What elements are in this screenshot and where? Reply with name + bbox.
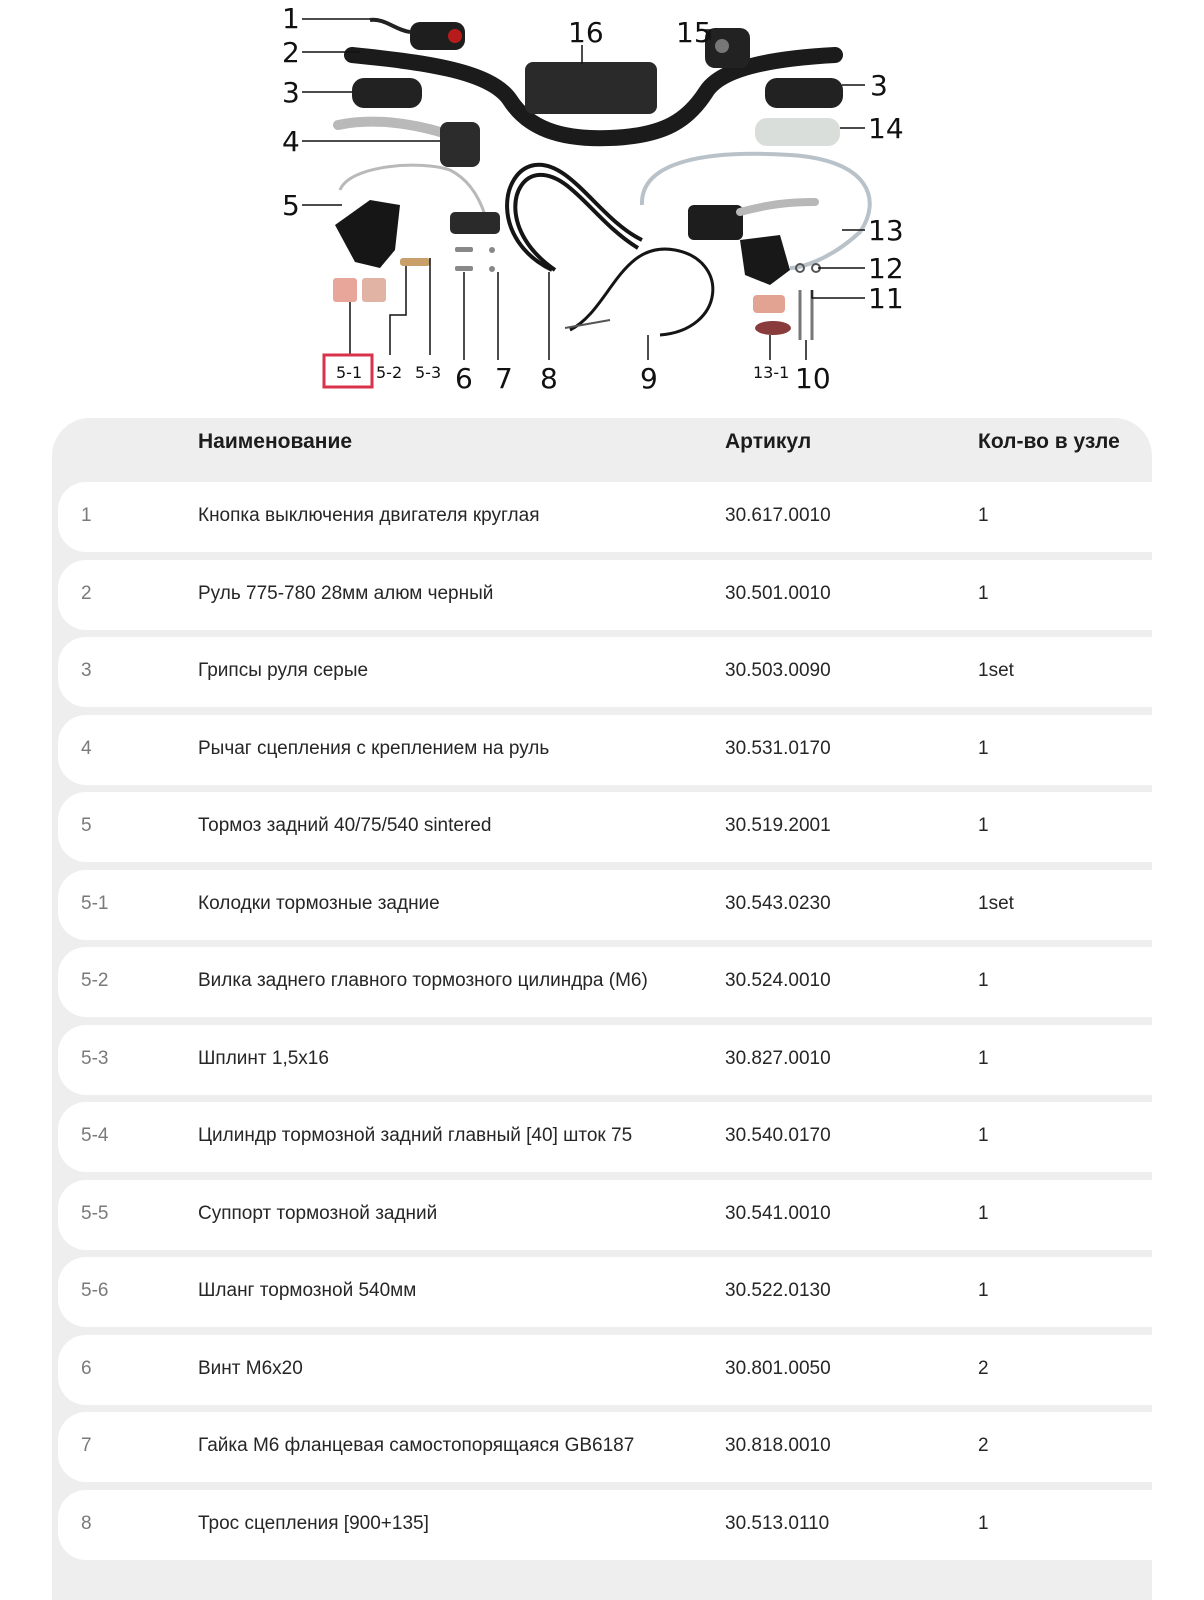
callout-14: 14 [868,112,904,145]
right-grip-illustration [765,78,843,108]
row-name: Вилка заднего главного тормозного цилиндра (М6) [198,970,648,991]
row-name: Трос сцепления [900+135] [198,1512,429,1534]
table-row[interactable] [58,1102,1152,1172]
callout-5-2: 5-2 [376,363,403,382]
table-row[interactable] [58,1412,1152,1482]
row-sku: 30.501.0010 [725,582,831,604]
row-sku: 30.522.0130 [725,1280,831,1301]
callout-7: 7 [495,362,513,395]
header-qty: Кол-во в узле [978,430,1120,453]
header-sku: Артикул [725,430,812,453]
callout-11: 11 [868,282,904,315]
callout-5-1: 5-1 [336,363,363,382]
row-qty: 1 [978,815,989,836]
row-sku: 30.540.0170 [725,1125,831,1146]
row-qty: 1 [978,1202,989,1224]
table-row[interactable] [58,870,1152,940]
callout-9: 9 [640,362,658,395]
row-qty: 1 [978,737,989,759]
row-number: 5-2 [81,970,109,991]
table-row[interactable] [58,792,1152,862]
crossbar-pad-illustration [525,62,657,114]
parts-table [52,418,1152,1600]
row-number: 5 [81,815,92,836]
callout-13: 13 [868,214,904,247]
callout-8: 8 [540,362,558,395]
callout-5: 5 [282,189,300,222]
callout-10: 10 [795,362,831,395]
callout-16: 16 [568,16,604,49]
callout-12: 12 [868,252,904,285]
row-name: Винт М6х20 [198,1357,303,1379]
row-number: 5-4 [81,1125,109,1146]
callout-3-left: 3 [282,76,300,109]
clutch-lever-illustration [338,122,480,167]
header-name: Наименование [198,430,353,453]
row-number: 4 [81,737,92,759]
row-qty: 1 [978,1125,989,1146]
row-number: 2 [81,582,92,604]
row-qty: 1 [978,1047,989,1069]
row-sku: 30.541.0010 [725,1202,831,1224]
callout-2: 2 [282,36,300,69]
row-qty: 1 [978,582,989,604]
row-number: 5-5 [81,1202,109,1224]
front-brake-illustration [642,154,870,285]
parts-diagram [270,0,930,405]
row-qty: 1 [978,505,989,526]
table-row[interactable] [58,482,1152,552]
row-name: Руль 775-780 28мм алюм черный [198,582,494,604]
row-number: 5-6 [81,1280,109,1301]
row-sku: 30.801.0050 [725,1357,831,1379]
row-name: Грипсы руля серые [198,660,369,681]
rear-brake-illustration [335,165,500,268]
row-qty: 1set [978,892,1014,914]
throttle-housing-illustration [705,28,750,68]
row-qty: 2 [978,1435,989,1456]
row-number: 3 [81,660,92,681]
callout-5-3: 5-3 [415,363,442,382]
table-row[interactable] [58,560,1152,630]
front-pads-illustration [753,290,812,340]
table-row[interactable] [58,1025,1152,1095]
row-sku: 30.503.0090 [725,660,831,681]
table-row[interactable] [58,1180,1152,1250]
row-number: 6 [81,1357,92,1379]
callout-4: 4 [282,125,300,158]
row-name: Рычаг сцепления с креплением на руль [198,737,550,759]
left-grip-illustration [352,78,422,108]
callout-3-right: 3 [870,69,888,102]
row-name: Шланг тормозной 540мм [198,1280,417,1301]
table-row[interactable] [58,1335,1152,1405]
row-name: Тормоз задний 40/75/540 sintered [198,815,492,836]
row-qty: 2 [978,1357,989,1379]
brake-pads-illustration [333,278,386,302]
row-number: 5-3 [81,1047,109,1069]
row-name: Суппорт тормозной задний [198,1202,438,1224]
kill-switch-illustration [370,20,465,50]
row-qty: 1 [978,970,989,991]
bolts-illustration [455,247,495,272]
table-row[interactable] [58,1490,1152,1560]
row-sku: 30.827.0010 [725,1047,831,1069]
row-name: Колодки тормозные задние [198,892,440,914]
row-sku: 30.513.0110 [725,1512,830,1534]
row-sku: 30.818.0010 [725,1435,831,1456]
callout-13-1: 13-1 [753,363,790,382]
callout-6: 6 [455,362,473,395]
row-number: 5-1 [81,892,109,914]
table-row[interactable] [58,637,1152,707]
grey-grip-illustration [755,118,840,146]
callout-15: 15 [676,16,712,49]
table-header [52,418,1152,482]
row-name: Кнопка выключения двигателя круглая [198,505,540,526]
row-sku: 30.531.0170 [725,737,831,759]
row-name: Шплинт 1,5х16 [198,1047,329,1069]
row-number: 7 [81,1435,92,1456]
row-sku: 30.524.0010 [725,970,831,991]
row-sku: 30.519.2001 [725,815,831,836]
throttle-cable-illustration [565,249,713,335]
row-sku: 30.543.0230 [725,892,831,914]
row-number: 1 [81,505,92,526]
row-number: 8 [81,1512,92,1534]
row-qty: 1set [978,660,1014,681]
table-row[interactable] [58,715,1152,785]
row-qty: 1 [978,1512,989,1534]
row-name: Гайка М6 фланцевая самостопорящаяся GB6187 [198,1435,635,1456]
callout-1: 1 [282,2,300,35]
row-sku: 30.617.0010 [725,505,831,526]
table-row[interactable] [58,1257,1152,1327]
table-row[interactable] [58,947,1152,1017]
clutch-cable-illustration [507,165,642,270]
row-qty: 1 [978,1280,989,1301]
row-name: Цилиндр тормозной задний главный [40] шток 75 [198,1125,633,1146]
